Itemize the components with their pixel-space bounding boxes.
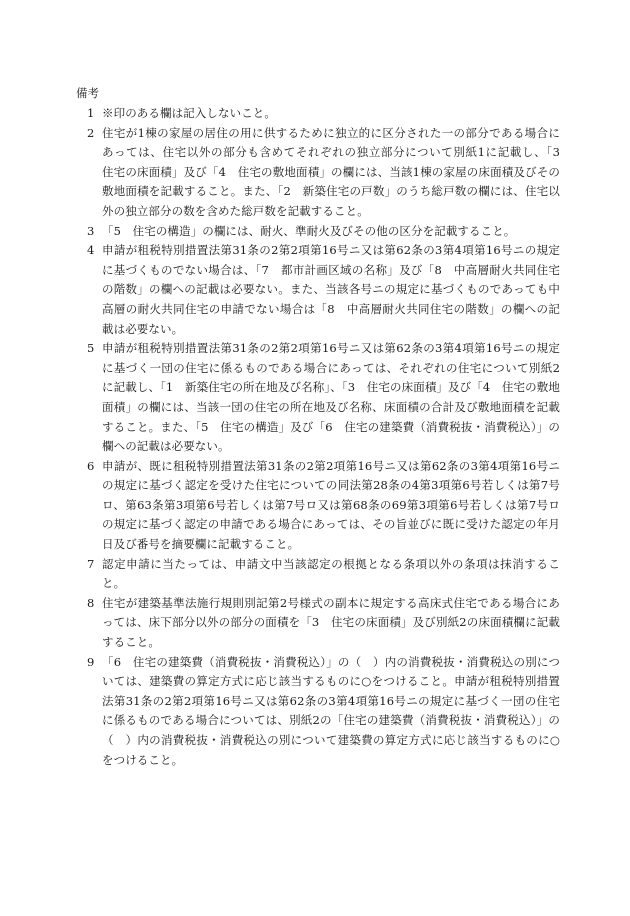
remark-item [76,222,560,242]
remark-text: 「6 住宅の建築費（消費税抜・消費税込）」の（ ）内の消費税抜・消費税込の別については、建築費の算定方式に応じ該当するものに○をつけること。申請が租税特別措置法第31条の2第2項第16号ニ又は第62条の3第4項第16号ニの規定に基づく一団の住宅に係るものである場合については、別紙2の「住宅の建築費（消費税抜・消費税込）」の（ ）内の消費税抜・消費税込の別について建築費の算定方式に応じ該当するものに○をつけること。 [102,654,560,767]
remark-text: 申請が、既に租税特別措置法第31条の2第2項第16号ニ又は第62条の3第4項第16号ニの規定に基づく認定を受けた住宅についての同法第28条の4第3項第6号若しくは第7号ロ、第63条第3項第6号若しくは第7号ロ又は第68条の69第3項第6号若しくは第7号ロの規定に基づく認定の申請である場合にあっては、その旨並びに既に受けた認定の年月日及び番号を摘要欄に記載すること。 [102,458,560,552]
remark-number: 7 [87,556,95,571]
remarks-heading: 備考 [76,86,99,100]
remark-text: 住宅が建築基準法施行規則別記第2号様式の副本に規定する高床式住宅である場合にあっては、床下部分以外の部分の面積を「3 住宅の床面積」及び別紙2の床面積欄に記載すること。 [102,595,560,650]
remark-item [76,555,560,594]
remark-item [76,339,560,457]
remark-number: 4 [87,243,95,258]
remark-item [76,594,560,653]
remark-number: 1 [87,106,95,120]
remark-item [76,124,572,222]
remark-text: 申請が租税特別措置法第31条の2第2項第16号ニ又は第62条の3第4項第16号ニの規定に基づく一団の住宅に係るものである場合にあっては、それぞれの住宅について別紙2に記載し、「1 新築住宅の所在地及び名称」、「3 住宅の床面積」及び「4 住宅の敷地面積」の欄には、当該一団の住宅の所在地及び名称、床面積の合計及び敷地面積を記載すること。また、「5 住宅の構造」及び「6 住宅の建築費（消費税抜・消費税込）」の欄への記載は必要ない。 [102,341,560,454]
remark-item [76,653,560,771]
remarks-list [76,104,572,770]
remark-text: ※印のある欄は記入しないこと。 [102,106,276,120]
remark-text: 申請が租税特別措置法第31条の2第2項第16号ニ又は第62条の3第4項第16号ニの規定に基づくものでない場合は、「7 都市計画区域の名称」及び「8 中高層耐火共同住宅の階数」の欄への記載は必要ない。また、当該各号ニの規定に基づくものであっても中高層の耐火共同住宅の申請でない場合は「8 中高層耐火共同住宅の階数」の欄への記載は必要ない。 [102,243,560,336]
remark-text: 認定申請に当たっては、申請文中当該認定の根拠となる条項以外の条項は抹消すること。 [102,556,560,591]
remark-text: 住宅が1棟の家屋の居住の用に供するために独立的に区分された一の部分である場合にあっては、住宅以外の部分も含めてそれぞれの独立部分について別紙1に記載し、「3 住宅の床面積」及び「4 住宅の敷地面積」の欄には、当該1棟の家屋の床面積及びその敷地面積を記載すること。また、「2 新築住宅の戸数」のうち総戸数の欄には、住宅以外の独立部分の数を含めた総戸数を記載すること。 [102,125,572,218]
remark-number: 2 [87,125,95,140]
remark-number: 3 [87,223,95,238]
remark-number: 5 [87,341,95,356]
remark-item [76,457,560,555]
remark-item [76,104,560,124]
remark-item [76,241,560,339]
remark-number: 8 [87,595,95,610]
remark-number: 9 [87,654,95,669]
remark-text: 「5 住宅の構造」の欄には、耐火、準耐火及びその他の区分を記載すること。 [102,223,516,238]
remark-number: 6 [87,458,95,473]
